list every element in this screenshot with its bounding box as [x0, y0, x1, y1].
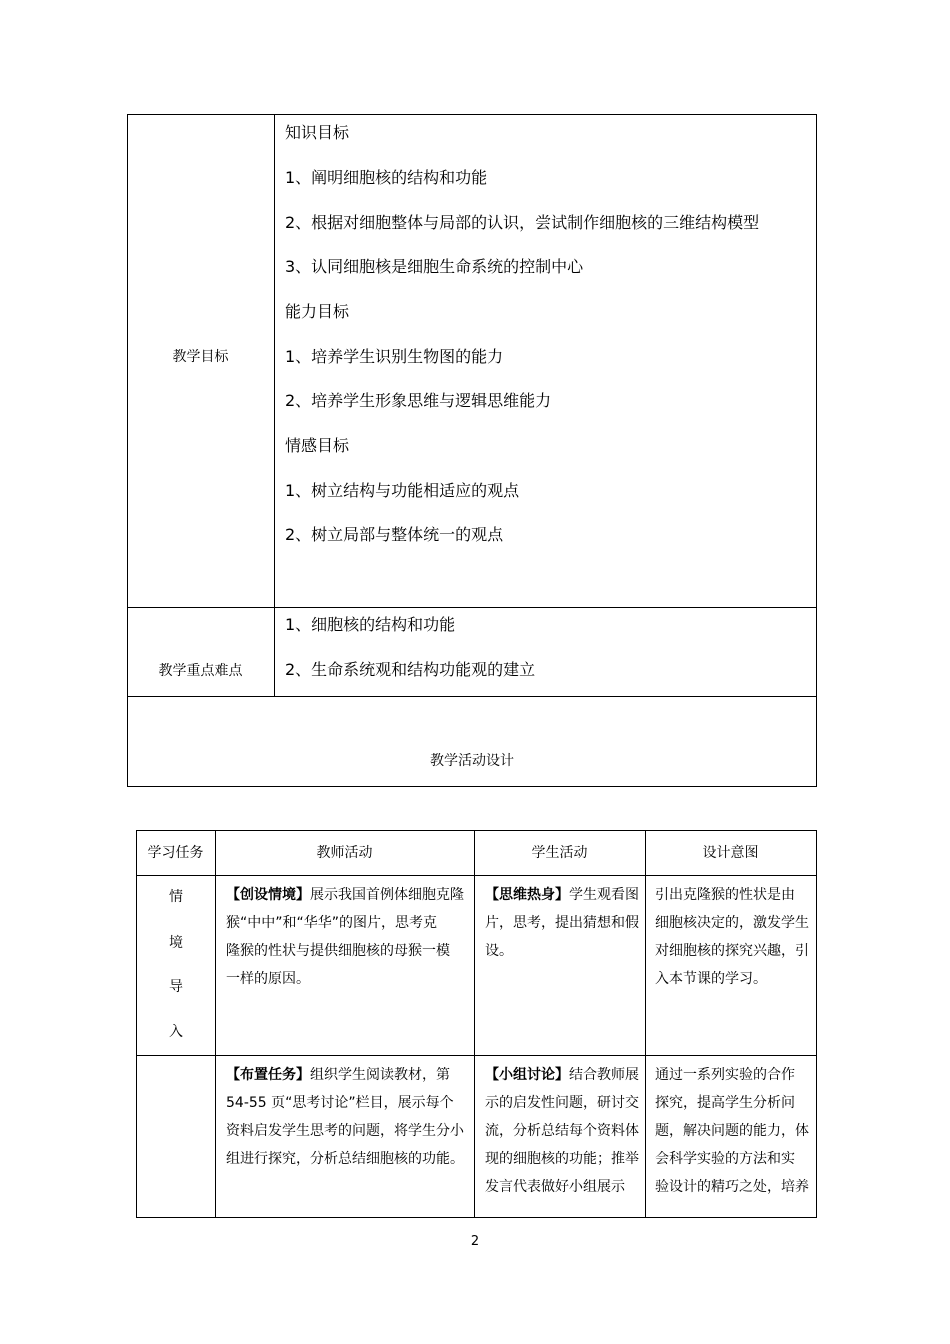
design-intent: [655, 1061, 815, 1201]
goal-line: 1、树立结构与功能相适应的观点: [285, 481, 520, 500]
text-line: 会科学实验的方法和实: [655, 1151, 795, 1167]
page-number: 2: [470, 1234, 480, 1249]
task-char: 情: [169, 889, 183, 905]
activity-design-title: 教学活动设计: [430, 753, 514, 769]
header-teacher: 教师活动: [316, 845, 373, 861]
goal-line: 3、认同细胞核是细胞生命系统的控制中心: [285, 257, 584, 276]
teacher-tag: 【创设情境】: [226, 887, 310, 903]
goal-line: 知识目标: [285, 123, 350, 142]
text-line: 设。: [485, 943, 513, 959]
key-point: 1、细胞核的结构和功能: [285, 615, 456, 634]
task-char: 入: [169, 1024, 183, 1040]
text-line: 细胞核决定的，激发学生: [655, 915, 809, 931]
text-line: 54-55 页“思考讨论”栏目，展示每个: [226, 1095, 454, 1111]
goal-line: 2、培养学生形象思维与逻辑思维能力: [285, 391, 552, 410]
text-line: 发言代表做好小组展示: [485, 1179, 625, 1195]
key-point: 2、生命系统观和结构功能观的建立: [285, 660, 536, 679]
goal-line: 能力目标: [285, 302, 350, 321]
teacher-activity: [226, 1061, 471, 1173]
text-line: 片，思考，提出猜想和假: [485, 915, 639, 931]
text-line: 通过一系列实验的合作: [655, 1067, 795, 1083]
text-line: 示的启发性问题，研讨交: [485, 1095, 639, 1111]
text-line: 展示我国首例体细胞克隆: [310, 887, 464, 903]
text-line: 结合教师展: [569, 1067, 639, 1083]
task-char: 境: [169, 935, 183, 951]
text-line: 探究，提高学生分析问: [655, 1095, 795, 1111]
teacher-activity: [226, 881, 471, 993]
goal-line: 1、培养学生识别生物图的能力: [285, 347, 504, 366]
student-activity: [485, 1061, 645, 1201]
goal-line: 情感目标: [285, 436, 350, 455]
design-intent: [655, 881, 815, 993]
text-line: 现的细胞核的功能；推举: [485, 1151, 639, 1167]
text-line: 猴“中中”和“华华”的图片，思考克: [226, 915, 438, 931]
text-line: 一样的原因。: [226, 971, 310, 987]
goal-line: 1、阐明细胞核的结构和功能: [285, 168, 488, 187]
goals-label: 教学目标: [172, 349, 229, 365]
header-intent: 设计意图: [702, 845, 759, 861]
text-line: 组织学生阅读教材，第: [310, 1067, 450, 1083]
text-line: 流，分析总结每个资料体: [485, 1123, 639, 1139]
text-line: 题，解决问题的能力，体: [655, 1123, 809, 1139]
header-student: 学生活动: [531, 845, 588, 861]
text-line: 资料启发学生思考的问题，将学生分小: [226, 1123, 464, 1139]
student-activity: [485, 881, 645, 965]
text-line: 学生观看图: [569, 887, 639, 903]
text-line: 组进行探究，分析总结细胞核的功能。: [226, 1151, 464, 1167]
text-line: 对细胞核的探究兴趣，引: [655, 943, 809, 959]
text-line: 入本节课的学习。: [655, 971, 767, 987]
student-tag: 【小组讨论】: [485, 1067, 569, 1083]
header-task: 学习任务: [147, 845, 204, 861]
student-tag: 【思维热身】: [485, 887, 569, 903]
teacher-tag: 【布置任务】: [226, 1067, 310, 1083]
goal-line: 2、根据对细胞整体与局部的认识，尝试制作细胞核的三维结构模型: [285, 213, 760, 232]
text-line: 引出克隆猴的性状是由: [655, 887, 795, 903]
text-line: 隆猴的性状与提供细胞核的母猴一模: [226, 943, 450, 959]
task-char: 导: [169, 979, 183, 995]
text-line: 验设计的精巧之处，培养: [655, 1179, 809, 1195]
goal-line: 2、树立局部与整体统一的观点: [285, 525, 504, 544]
key-points-label: 教学重点难点: [158, 663, 243, 679]
